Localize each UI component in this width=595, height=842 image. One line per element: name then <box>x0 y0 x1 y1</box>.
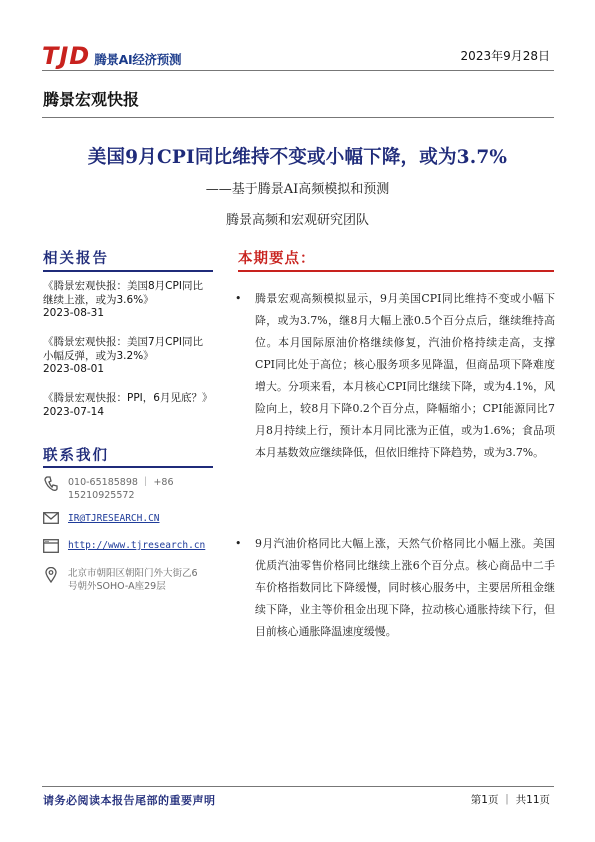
page-number: 第1页 ｜ 共11页 <box>470 794 550 806</box>
related-report-item[interactable] <box>43 336 213 377</box>
key-point-item <box>235 533 555 643</box>
related-report-item[interactable] <box>43 392 213 419</box>
logo-text: 腾景AI经济预测 <box>94 51 182 67</box>
email-link[interactable]: IR@TJRESEARCH.CN <box>68 513 160 524</box>
related-reports-rule <box>43 270 213 272</box>
header-divider <box>42 70 554 71</box>
related-report-title: 《腾景宏观快报：美国8月CPI同比继续上涨，或为3.6%》 <box>43 280 203 306</box>
series-divider <box>42 117 554 118</box>
related-reports-heading: 相关报告 <box>43 250 109 267</box>
phone-icon <box>43 476 59 492</box>
report-date: 2023年9月28日 <box>460 49 550 63</box>
related-report-item[interactable] <box>43 280 213 321</box>
report-subtitle: ——基于腾景AI高频模拟和预测 <box>205 182 390 197</box>
contact-address <box>43 567 218 593</box>
website-link[interactable]: http://www.tjresearch.cn <box>68 540 206 551</box>
related-report-date: 2023-07-14 <box>43 405 105 418</box>
related-report-date: 2023-08-31 <box>43 307 105 319</box>
research-team: 腾景高频和宏观研究团队 <box>225 213 369 228</box>
key-point-item <box>235 288 555 464</box>
key-points-rule <box>238 270 554 272</box>
report-series: 腾景宏观快报 <box>43 90 140 109</box>
related-report-title: 《腾景宏观快报：PPI，6月见底？》 <box>43 392 213 404</box>
mail-icon <box>43 512 59 528</box>
contact-email[interactable] <box>43 512 218 528</box>
contact-rule <box>43 466 213 468</box>
web-icon <box>43 539 59 555</box>
contact-website[interactable] <box>43 539 218 555</box>
key-points-heading: 本期要点： <box>238 250 316 267</box>
company-logo <box>42 44 181 68</box>
contact-heading: 联系我们 <box>43 447 109 464</box>
bullet-icon: • <box>235 537 242 550</box>
report-title: 美国9月CPI同比维持不变或小幅下降，或为3.7% <box>87 147 508 168</box>
footer-divider <box>42 786 554 787</box>
logo-mark: TJD <box>42 42 91 70</box>
phone-number: 010-65185898 ｜ +86 15210925572 <box>68 477 174 501</box>
contact-phone <box>43 476 218 502</box>
address-text: 北京市朝阳区朝阳门外大街乙6号朝外SOHO-A座29层 <box>68 568 198 592</box>
key-point-text: 腾景宏观高频模拟显示，9月美国CPI同比维持不变或小幅下降，或为3.7%，继8月大幅上涨0.5个百分点后，继续维持高位。本月国际原油价格继续修复，汽油价格持续走高，支撑CPI同比处于高位；核心服务项多见降温，但商品项下降难度增大。分项来看，本月核心CPI同比继续下降，或为4.1%，风险向上，较8月下降0.2个百分点，降幅缩小；CPI能源同比7月8月持续上行，预计本月同比涨为正值，或为1.6%；食品项本月基数效应继续降低，但依旧维持下降趋势，或为3.7%。 <box>255 292 555 459</box>
location-icon <box>43 567 59 583</box>
disclaimer-notice: 请务必阅读本报告尾部的重要声明 <box>43 794 216 807</box>
key-point-text: 9月汽油价格同比大幅上涨，天然气价格同比小幅上涨。美国优质汽油零售价格同比继续上涨6个百分点。核心商品中二手车价格指数同比下降缓慢，同时核心服务中，主要居所租金继续下降，业主等价租金出现下降，拉动核心通胀持续下行，但目前核心通胀降温速度缓慢。 <box>255 537 555 638</box>
bullet-icon: • <box>235 292 242 305</box>
related-report-date: 2023-08-01 <box>43 363 105 375</box>
related-report-title: 《腾景宏观快报：美国7月CPI同比小幅反弹，或为3.2%》 <box>43 336 203 362</box>
